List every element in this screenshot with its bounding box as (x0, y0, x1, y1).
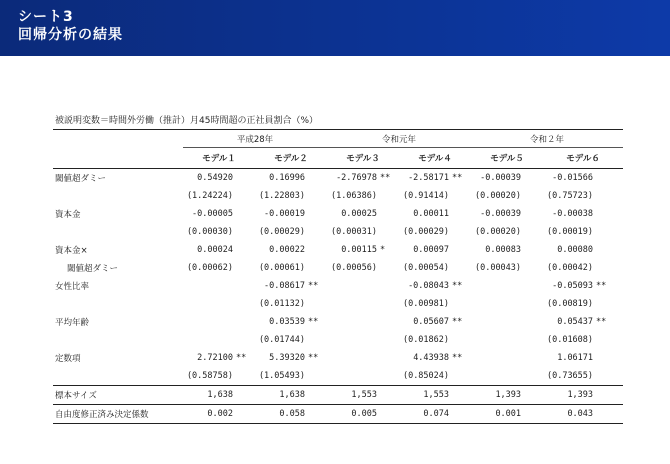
significance-stars: ** (452, 317, 463, 327)
significance-stars (377, 349, 399, 367)
coef-value (183, 313, 233, 331)
row-label-cont (53, 331, 183, 349)
coef-value: 5.39320 (269, 353, 305, 363)
coef-value: -0.08617 (264, 281, 305, 291)
coef-value: -2.58171 (408, 173, 450, 183)
standard-error: (0.00043) (474, 263, 522, 273)
row-label-cont (53, 295, 183, 313)
significance-stars: ** (308, 353, 319, 363)
spacer-cell (521, 405, 543, 424)
standard-error: (0.01608) (546, 335, 594, 345)
spacer-cell (593, 259, 623, 277)
standard-error: (0.00062) (186, 263, 233, 273)
standard-error (471, 367, 521, 386)
standard-error: (1.24224) (186, 191, 233, 201)
coef-value: 0.05437 (557, 317, 594, 327)
significance-stars: * (380, 245, 386, 255)
coef-row (53, 241, 623, 259)
stat-label: 標本サイズ (53, 386, 183, 405)
standard-error (471, 331, 521, 349)
spacer-cell (305, 367, 327, 386)
spacer-cell (233, 259, 255, 277)
stat-value: 0.074 (399, 405, 449, 424)
spacer-cell (593, 386, 623, 405)
spacer-cell (233, 223, 255, 241)
coef-value (471, 277, 521, 295)
significance-stars: ** (596, 281, 607, 291)
significance-stars (377, 313, 399, 331)
standard-error: (0.00019) (546, 227, 594, 237)
spacer-cell (233, 331, 255, 349)
row-label-cont: 閾値超ダミー (67, 264, 119, 274)
era-reiwa2: 令和２年 (471, 130, 623, 148)
coef-value: 0.00097 (413, 245, 450, 255)
significance-stars (233, 169, 255, 188)
standard-error: (0.91414) (402, 191, 450, 201)
significance-stars: ** (452, 173, 463, 183)
significance-stars: ** (452, 353, 463, 363)
stat-value: 1,638 (183, 386, 233, 405)
significance-stars (593, 169, 623, 188)
standard-error (471, 295, 521, 313)
significance-stars (233, 277, 255, 295)
standard-error: (0.00029) (258, 227, 305, 237)
stat-value: 1,553 (327, 386, 377, 405)
standard-error (183, 295, 233, 313)
spacer-cell (449, 367, 471, 386)
stat-value: 1,553 (399, 386, 449, 405)
coef-value: 0.54920 (197, 173, 233, 183)
se-row (53, 367, 623, 386)
significance-stars (305, 241, 327, 259)
stat-value: 1,638 (255, 386, 305, 405)
coef-row (53, 277, 623, 295)
spacer-cell (521, 187, 543, 205)
standard-error: (0.00819) (546, 299, 594, 309)
spacer-cell (377, 259, 399, 277)
coef-value: -0.00039 (480, 173, 522, 183)
spacer-cell (305, 405, 327, 424)
stat-row (53, 405, 623, 424)
spacer-cell (377, 187, 399, 205)
significance-stars (521, 349, 543, 367)
significance-stars (521, 169, 543, 188)
significance-stars: ** (452, 281, 463, 291)
model-header-4: モデル４ (399, 148, 471, 169)
standard-error: (0.75723) (546, 191, 594, 201)
spacer-cell (449, 223, 471, 241)
spacer-cell (593, 187, 623, 205)
spacer-cell (593, 405, 623, 424)
standard-error: (0.00042) (546, 263, 594, 273)
standard-error: (0.00054) (402, 263, 450, 273)
spacer-cell (449, 259, 471, 277)
significance-stars (521, 205, 543, 223)
standard-error: (0.00020) (474, 191, 522, 201)
significance-stars (521, 313, 543, 331)
sheet-label: シート3 (18, 9, 74, 25)
spacer-cell (449, 405, 471, 424)
se-row (53, 187, 623, 205)
significance-stars: ** (380, 173, 391, 183)
row-label: 定数項 (55, 354, 81, 364)
spacer-cell (233, 386, 255, 405)
significance-stars (233, 241, 255, 259)
model-header-row (53, 148, 623, 169)
spacer-cell (521, 386, 543, 405)
coef-value: 2.72100 (197, 353, 233, 363)
spacer-cell (521, 331, 543, 349)
row-label-cont (53, 187, 183, 205)
coef-value: 4.43938 (413, 353, 450, 363)
standard-error: (0.00030) (186, 227, 233, 237)
spacer-cell (593, 331, 623, 349)
spacer-cell (233, 295, 255, 313)
stat-label: 自由度修正済み決定係数 (53, 405, 183, 424)
se-row (53, 259, 623, 277)
standard-error: (0.01862) (402, 335, 450, 345)
spacer-cell (233, 187, 255, 205)
stat-value: 0.001 (471, 405, 521, 424)
stat-value: 1,393 (543, 386, 593, 405)
spacer-cell (305, 386, 327, 405)
coef-value: 1.06171 (557, 353, 594, 363)
coef-value: -0.05093 (552, 281, 594, 291)
se-row (53, 295, 623, 313)
row-label-cont (53, 367, 183, 386)
significance-stars: ** (236, 353, 247, 363)
standard-error: (0.00031) (330, 227, 378, 237)
spacer-cell (377, 295, 399, 313)
coef-value: -0.00019 (264, 209, 305, 219)
row-label: 女性比率 (55, 282, 90, 292)
standard-error: (0.01132) (258, 299, 305, 309)
significance-stars (233, 313, 255, 331)
coef-value: -0.08043 (408, 281, 450, 291)
significance-stars (593, 349, 623, 367)
spacer-cell (593, 223, 623, 241)
standard-error: (1.05493) (258, 371, 305, 381)
coef-value (183, 277, 233, 295)
coef-value: 0.00080 (557, 245, 594, 255)
coef-value (327, 313, 377, 331)
spacer-cell (305, 223, 327, 241)
row-label-cont (53, 223, 183, 241)
standard-error: (0.00056) (330, 263, 378, 273)
coef-value (471, 313, 521, 331)
era-heisei28: 平成28年 (183, 130, 327, 148)
coef-value: -0.00039 (480, 209, 522, 219)
coef-row (53, 169, 623, 188)
spacer-cell (377, 386, 399, 405)
coef-value: 0.00083 (485, 245, 522, 255)
spacer-cell (377, 223, 399, 241)
standard-error (183, 331, 233, 349)
spacer-cell (377, 405, 399, 424)
spacer-cell (521, 259, 543, 277)
coef-value: 0.00022 (269, 245, 305, 255)
standard-error: (0.00029) (402, 227, 450, 237)
coef-value: 0.00025 (341, 209, 378, 219)
standard-error (327, 331, 377, 349)
stat-value: 0.005 (327, 405, 377, 424)
standard-error (327, 295, 377, 313)
spacer-cell (377, 367, 399, 386)
era-header-row (53, 130, 623, 148)
standard-error: (0.00981) (402, 299, 450, 309)
standard-error: (0.01744) (258, 335, 305, 345)
regression-table (53, 129, 623, 424)
row-label: 資本金× (55, 246, 88, 256)
se-row (53, 331, 623, 349)
significance-stars: ** (308, 281, 319, 291)
stat-value: 0.002 (183, 405, 233, 424)
model-header-6: モデル６ (543, 148, 623, 169)
spacer-cell (521, 223, 543, 241)
standard-error: (1.06386) (330, 191, 378, 201)
spacer-cell (449, 187, 471, 205)
significance-stars: ** (596, 317, 607, 327)
title-banner (0, 0, 670, 56)
spacer-cell (449, 295, 471, 313)
significance-stars (521, 277, 543, 295)
stat-value: 1,393 (471, 386, 521, 405)
significance-stars: ** (308, 317, 319, 327)
coef-value: -2.76978 (336, 173, 378, 183)
stat-value: 0.043 (543, 405, 593, 424)
spacer-cell (305, 259, 327, 277)
spacer-cell (521, 367, 543, 386)
coef-value: 0.00115 (341, 245, 378, 255)
spacer-cell (305, 187, 327, 205)
spacer-cell (593, 295, 623, 313)
se-row (53, 223, 623, 241)
row-label: 平均年齢 (55, 318, 90, 328)
era-reiwa1: 令和元年 (327, 130, 471, 148)
coef-value: 0.05607 (413, 317, 450, 327)
spacer-cell (233, 367, 255, 386)
significance-stars (521, 241, 543, 259)
standard-error: (0.85024) (402, 371, 450, 381)
table-caption: 被説明変数＝時間外労働（推計）月45時間超の正社員割合（%） (55, 116, 319, 126)
coef-value (327, 349, 377, 367)
model-header-1: モデル１ (183, 148, 255, 169)
coef-value: -0.00038 (552, 209, 594, 219)
coef-value (471, 349, 521, 367)
spacer-cell (305, 331, 327, 349)
stat-value: 0.058 (255, 405, 305, 424)
significance-stars (377, 277, 399, 295)
model-header-3: モデル３ (327, 148, 399, 169)
significance-stars (593, 205, 623, 223)
row-label: 閾値超ダミー (55, 174, 107, 184)
standard-error: (0.00061) (258, 263, 305, 273)
model-header-5: モデル５ (471, 148, 543, 169)
coef-value (327, 277, 377, 295)
coef-row (53, 349, 623, 367)
coef-value: 0.03539 (269, 317, 305, 327)
coef-value: -0.00005 (192, 209, 233, 219)
page-title: 回帰分析の結果 (18, 27, 123, 43)
significance-stars (449, 205, 471, 223)
coef-value: 0.16996 (269, 173, 305, 183)
stat-row (53, 386, 623, 405)
spacer-cell (449, 386, 471, 405)
spacer-cell (233, 405, 255, 424)
coef-value: 0.00024 (197, 245, 233, 255)
significance-stars (449, 241, 471, 259)
coef-row (53, 313, 623, 331)
standard-error: (1.22803) (258, 191, 305, 201)
standard-error: (0.58758) (186, 371, 233, 381)
significance-stars (233, 205, 255, 223)
spacer-cell (593, 367, 623, 386)
standard-error (327, 367, 377, 386)
spacer-cell (305, 295, 327, 313)
spacer-cell (449, 331, 471, 349)
coef-row (53, 205, 623, 223)
standard-error: (0.73655) (546, 371, 594, 381)
significance-stars (593, 241, 623, 259)
standard-error: (0.00020) (474, 227, 522, 237)
significance-stars (305, 169, 327, 188)
significance-stars (305, 205, 327, 223)
model-header-2: モデル２ (255, 148, 327, 169)
row-label: 資本金 (55, 210, 81, 220)
coef-value: -0.01566 (552, 173, 594, 183)
significance-stars (377, 205, 399, 223)
spacer-cell (521, 295, 543, 313)
spacer-cell (377, 331, 399, 349)
coef-value: 0.00011 (413, 209, 450, 219)
